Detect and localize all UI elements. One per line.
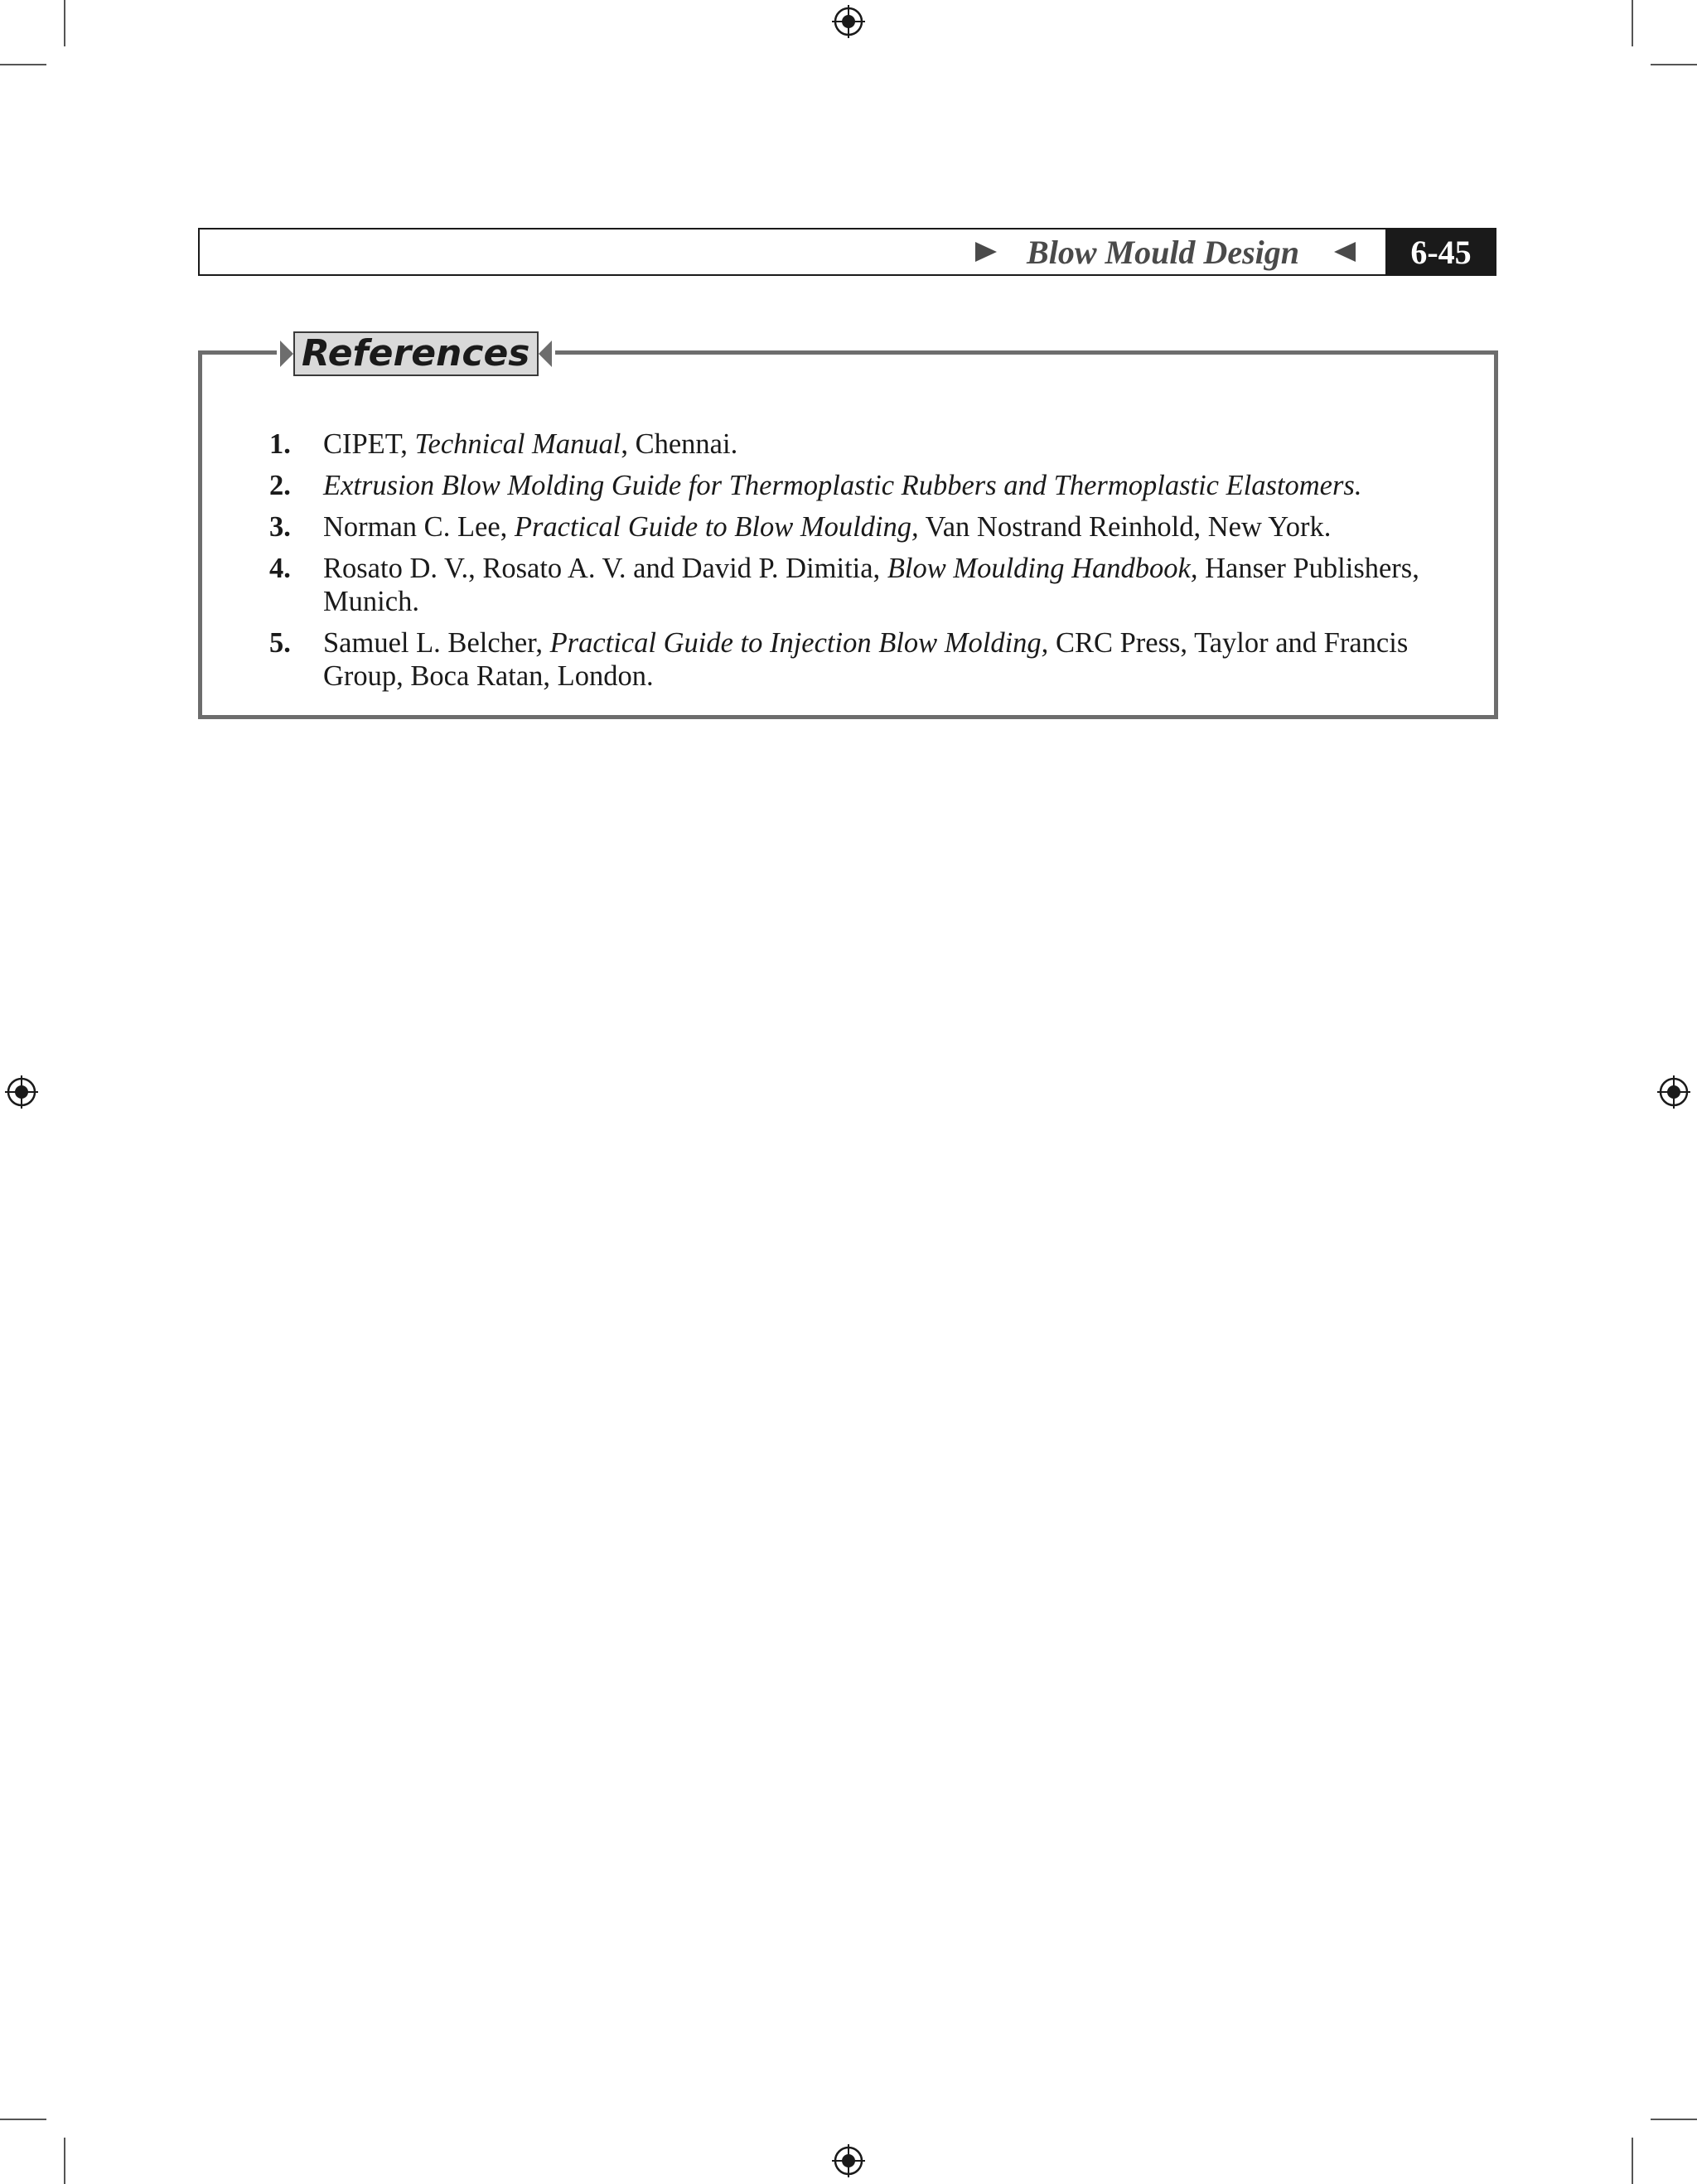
triangle-right-icon bbox=[975, 242, 997, 262]
reference-text-part: Samuel L. Belcher, bbox=[323, 627, 550, 659]
reference-item bbox=[269, 469, 1446, 502]
references-list bbox=[269, 428, 1446, 701]
reference-title: Technical Manual bbox=[414, 428, 621, 460]
reference-text-part: Rosato D. V., Rosato A. V. and David P. Dimitia, bbox=[323, 553, 887, 584]
triangle-right-icon bbox=[280, 341, 293, 367]
crop-mark bbox=[1651, 64, 1697, 65]
crop-mark bbox=[1632, 2138, 1633, 2184]
running-header-title-wrap bbox=[975, 230, 1385, 274]
registration-mark-icon bbox=[832, 2144, 865, 2177]
triangle-left-icon bbox=[539, 341, 552, 367]
reference-text bbox=[323, 626, 1446, 693]
reference-number: 5. bbox=[269, 627, 291, 659]
reference-item bbox=[269, 552, 1446, 618]
crop-mark bbox=[1651, 2119, 1697, 2120]
registration-mark-icon bbox=[5, 1075, 38, 1109]
running-header-title: Blow Mould Design bbox=[1027, 233, 1299, 271]
registration-mark-icon bbox=[832, 5, 865, 38]
reference-title: Practical Guide to Blow Moulding, bbox=[514, 511, 919, 543]
reference-text bbox=[323, 469, 1446, 502]
references-heading: References bbox=[293, 331, 539, 376]
reference-text-part: Norman C. Lee, bbox=[323, 511, 515, 543]
reference-item bbox=[269, 428, 1446, 461]
crop-mark bbox=[64, 0, 65, 46]
reference-title: Extrusion Blow Molding Guide for Thermoplastic Rubbers and Thermoplastic Elastomers. bbox=[323, 470, 1362, 501]
reference-text-part: CRC Press, Taylor and Francis Group, Boca Ratan, London. bbox=[323, 627, 1409, 692]
reference-item bbox=[269, 510, 1446, 544]
reference-text-part: , Chennai. bbox=[621, 428, 738, 460]
reference-text bbox=[323, 510, 1446, 544]
reference-item bbox=[269, 626, 1446, 693]
registration-mark-icon bbox=[1657, 1075, 1690, 1109]
references-heading-wrap bbox=[277, 331, 555, 376]
references-box bbox=[198, 332, 1498, 719]
page-number: 6-45 bbox=[1385, 228, 1496, 276]
reference-number: 3. bbox=[269, 511, 291, 543]
reference-number: 4. bbox=[269, 553, 291, 584]
reference-title: Blow Moulding Handbook, bbox=[887, 553, 1198, 584]
reference-text-part: Van Nostrand Reinhold, New York. bbox=[918, 511, 1332, 543]
triangle-left-icon bbox=[1334, 242, 1356, 262]
reference-text bbox=[323, 552, 1446, 618]
reference-title: Practical Guide to Injection Blow Molding, bbox=[549, 627, 1049, 659]
crop-mark bbox=[1632, 0, 1633, 46]
crop-mark bbox=[0, 2119, 46, 2120]
crop-mark bbox=[0, 64, 46, 65]
reference-text bbox=[323, 428, 1446, 461]
reference-text-part: CIPET, bbox=[323, 428, 415, 460]
reference-number: 1. bbox=[269, 428, 291, 460]
reference-number: 2. bbox=[269, 470, 291, 501]
running-header bbox=[198, 228, 1496, 276]
crop-mark bbox=[64, 2138, 65, 2184]
reference-text-part: Hanser Publishers, Munich. bbox=[323, 553, 1419, 617]
